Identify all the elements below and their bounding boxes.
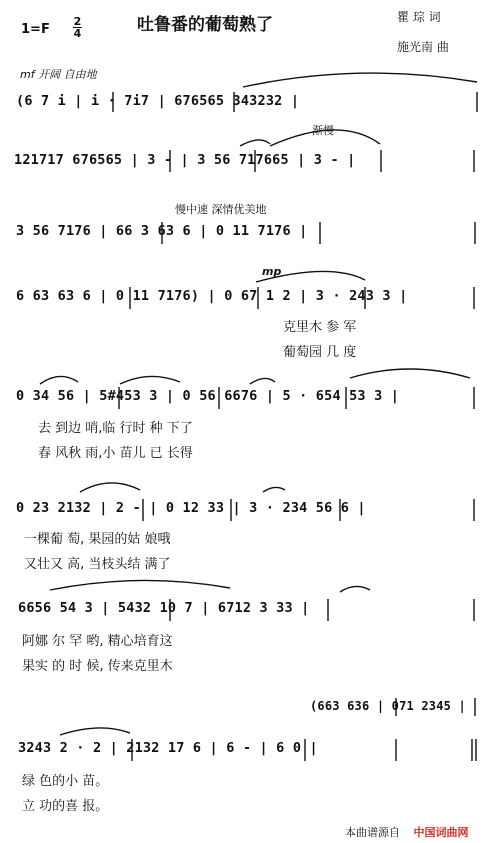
notation-row-4: 6 63 63 6 | 0 11 7176) | 0 67 1 2 | 3 · 243 3 | — [16, 288, 408, 304]
notation-row-6: 0 23 2132 | 2 - | 0 12 33 | 3 · 234 56 6 | — [16, 500, 366, 516]
intro-direction: mf 开阔 自由地 — [20, 68, 97, 81]
key-text: 1=F — [21, 22, 50, 37]
song-title: 吐鲁番的葡萄熟了 — [137, 15, 273, 35]
lyric-line: 一棵葡 萄, 果园的姑 娘哦 — [24, 532, 171, 547]
lyric-line: 春 风秋 雨,小 苗儿 已 长得 — [38, 446, 193, 461]
lyric-line: 又壮又 高, 当枝头结 满了 — [24, 557, 171, 572]
lyricist-credit: 瞿 琮 词 — [397, 10, 441, 24]
key-signature — [21, 22, 50, 37]
source-text: 本曲谱源自 — [345, 826, 400, 839]
lyric-line: 立 功的喜 报。 — [22, 799, 109, 814]
lyric-line: 绿 色的小 苗。 — [22, 774, 109, 789]
time-signature — [73, 16, 82, 39]
notation-row-3: 3 56 7176 | 66 3 63 6 | 0 11 7176 | — [16, 223, 308, 239]
site-link[interactable]: 中国词曲网 — [413, 826, 469, 839]
lyric-line: 葡萄园 几 度 — [283, 345, 357, 360]
tempo-direction: 慢中速 深情优美地 — [175, 203, 267, 216]
slower-direction: 渐慢 — [312, 124, 334, 137]
lyric-line: 去 到边 哨,临 行时 种 下了 — [38, 421, 193, 436]
notation-row-7: 6656 54 3 | 5432 10 7 | 6712 3 33 | — [18, 600, 310, 616]
composer-credit: 施光南 曲 — [397, 40, 449, 54]
lyric-line: 果实 的 时 候, 传来克里木 — [22, 659, 173, 674]
notation-row-5: 0 34 56 | 5#453 3 | 0 56 6676 | 5 · 654 53 3 | — [16, 388, 400, 404]
lyric-line: 克里木 参 军 — [283, 320, 357, 335]
notation-row-8: (663 636 | 071 2345 | — [310, 699, 466, 713]
lyric-line: 阿娜 尔 罕 哟, 精心培育这 — [22, 634, 173, 649]
notation-row-1: (6 7 i | i · 7i7 | 676565 343232 | — [16, 93, 300, 109]
notation-row-9: 3243 2 · 2 | 2132 17 6 | 6 - | 6 0 | — [18, 740, 318, 756]
time-sig-top: 2 — [73, 15, 82, 28]
time-sig-bottom: 4 — [73, 27, 82, 40]
mp-dynamic: mp — [262, 265, 282, 278]
source-footer — [345, 824, 469, 840]
notation-row-2: 121717 676565 | 3 - | 3 56 717665 | 3 - | — [14, 152, 356, 168]
